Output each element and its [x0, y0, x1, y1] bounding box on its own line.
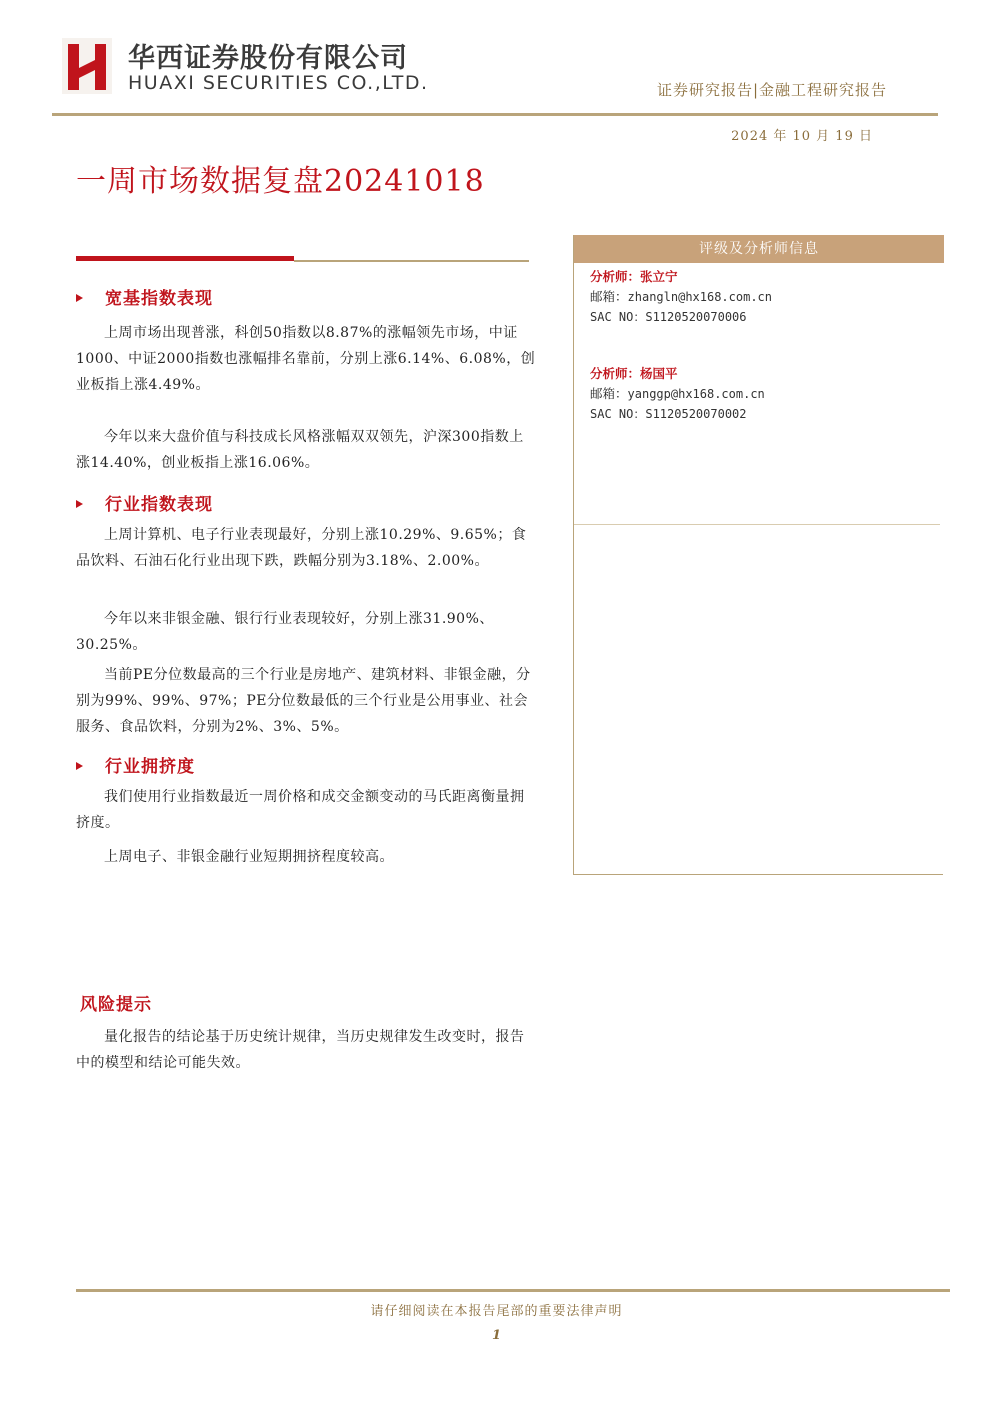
sac-label: SAC NO： [590, 407, 646, 421]
section-heading-industry-index: 行业指数表现 [76, 490, 213, 515]
email-label: 邮箱： [590, 289, 628, 304]
analyst-info-panel [573, 235, 943, 875]
email-label: 邮箱： [590, 386, 628, 401]
triangle-bullet-icon [76, 762, 83, 770]
title-accent-bar [76, 256, 294, 261]
analyst-name: 分析师：张立宁 [590, 269, 678, 284]
paragraph: 上周市场出现普涨，科创50指数以8.87%的涨幅领先市场，中证1000、中证2000指数也涨幅排名靠前，分别上涨6.14%、6.08%，创业板指上涨4.49%。 [76, 325, 536, 393]
analyst-sac: S1120520070002 [645, 407, 747, 421]
paragraph: 我们使用行业指数最近一周价格和成交金额变动的马氏距离衡量拥挤度。 [76, 789, 525, 831]
panel-divider [574, 524, 940, 525]
analyst-email[interactable]: yanggp@hx168.com.cn [627, 387, 765, 401]
analyst-card [590, 267, 930, 327]
header-divider [52, 113, 938, 116]
analyst-sac: S1120520070006 [645, 310, 747, 324]
paragraph: 当前PE分位数最高的三个行业是房地产、建筑材料、非银金融，分别为99%、99%、97%；PE分位数最低的三个行业是公用事业、社会服务、食品饮料，分别为2%、3%、5%。 [76, 667, 531, 735]
risk-heading: 风险提示 [80, 995, 152, 1015]
page-title: 一周市场数据复盘20241018 [76, 164, 485, 199]
analyst-sac-row [590, 307, 930, 327]
huaxi-logo-icon [62, 38, 112, 94]
panel-heading: 评级及分析师信息 [574, 235, 944, 263]
analyst-email-row [590, 384, 930, 404]
report-date: 2024 年 10 月 19 日 [731, 129, 873, 144]
risk-paragraph: 量化报告的结论基于历史统计规律，当历史规律发生改变时，报告中的模型和结论可能失效。 [76, 1029, 525, 1071]
analyst-sac-row [590, 404, 930, 424]
paragraph: 上周电子、非银金融行业短期拥挤程度较高。 [104, 849, 394, 865]
paragraph: 今年以来非银金融、银行行业表现较好，分别上涨31.90%、30.25%。 [76, 611, 494, 653]
triangle-bullet-icon [76, 500, 83, 508]
paragraph: 上周计算机、电子行业表现最好，分别上涨10.29%、9.65%；食品饮料、石油石化行业出现下跌，跌幅分别为3.18%、2.00%。 [76, 527, 527, 569]
page-number: 1 [491, 1328, 502, 1343]
report-type: 证券研究报告|金融工程研究报告 [656, 81, 887, 99]
company-name-en: HUAXI SECURITIES CO.,LTD. [128, 72, 429, 94]
paragraph: 今年以来大盘价值与科技成长风格涨幅双双领先，沪深300指数上涨14.40%，创业板指上涨16.06%。 [76, 429, 524, 471]
section-heading-crowding: 行业拥挤度 [76, 752, 195, 777]
title-accent-line [294, 260, 529, 262]
sac-label: SAC NO： [590, 310, 646, 324]
analyst-name: 分析师：杨国平 [590, 366, 678, 381]
footer-divider [76, 1289, 950, 1292]
section-heading-broad-index: 宽基指数表现 [76, 284, 213, 309]
analyst-card [590, 364, 930, 424]
legal-disclaimer-note: 请仔细阅读在本报告尾部的重要法律声明 [370, 1304, 623, 1319]
analyst-email-row [590, 287, 930, 307]
analyst-email[interactable]: zhangln@hx168.com.cn [627, 290, 773, 304]
triangle-bullet-icon [76, 294, 83, 302]
company-name-cn: 华西证券股份有限公司 [128, 43, 408, 74]
